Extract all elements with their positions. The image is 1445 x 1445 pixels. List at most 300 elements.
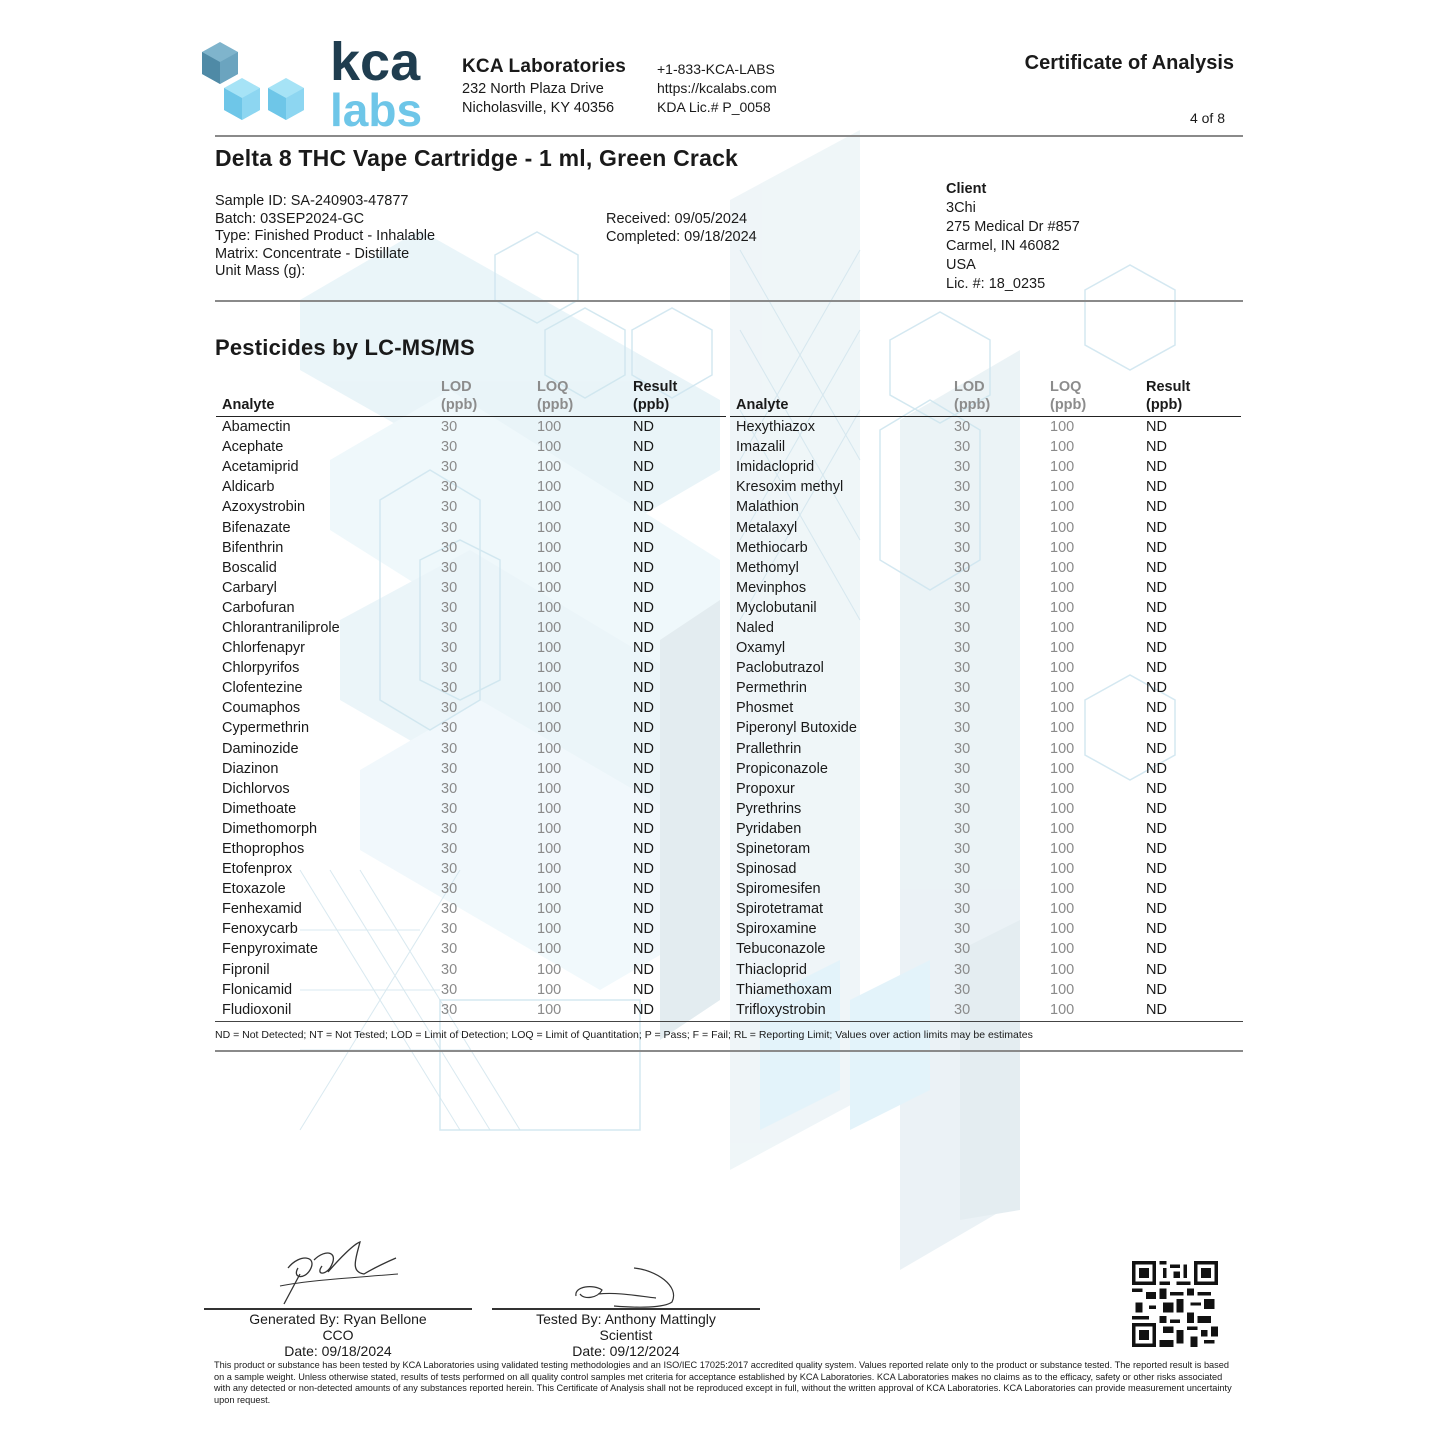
result-cell: ND <box>1146 861 1167 878</box>
result-header-label: Result <box>633 379 678 395</box>
qr-code-icon[interactable] <box>1132 1261 1218 1347</box>
loq-cell: 100 <box>1050 1001 1075 1018</box>
result-cell: ND <box>633 619 654 636</box>
table-row <box>216 477 726 497</box>
signature-line-generated <box>204 1308 472 1310</box>
result-cell: ND <box>1146 579 1167 596</box>
table-row <box>730 698 1241 718</box>
analyte-cell: Paclobutrazol <box>736 660 824 677</box>
lod-cell: 30 <box>954 740 971 757</box>
analyte-cell: Daminozide <box>222 740 299 757</box>
result-header <box>627 378 726 417</box>
lod-cell: 30 <box>441 760 458 777</box>
signature-anthony-mattingly-icon <box>568 1262 680 1310</box>
lod-cell: 30 <box>954 680 971 697</box>
analyte-cell: Trifloxystrobin <box>736 1001 826 1018</box>
analyte-cell: Etofenprox <box>222 861 293 878</box>
lod-cell: 30 <box>441 660 458 677</box>
analyte-cell: Diazinon <box>222 760 279 777</box>
table-row <box>730 457 1241 477</box>
loq-cell: 100 <box>1050 720 1075 737</box>
table-row <box>216 638 726 658</box>
loq-unit-label: (ppb) <box>1050 397 1087 413</box>
lod-cell: 30 <box>954 720 971 737</box>
result-cell: ND <box>1146 800 1167 817</box>
result-cell: ND <box>633 941 654 958</box>
table-row <box>730 638 1241 658</box>
result-cell: ND <box>633 901 654 918</box>
product-type: Type: Finished Product - Inhalable <box>215 228 436 244</box>
result-cell: ND <box>633 539 654 556</box>
result-cell: ND <box>1146 660 1167 677</box>
result-cell: ND <box>633 499 654 516</box>
logo-labs-text: labs <box>330 84 423 130</box>
table-row <box>216 517 726 537</box>
loq-cell: 100 <box>537 841 562 858</box>
table-row <box>216 779 726 799</box>
analyte-cell: Dimethoate <box>222 800 297 817</box>
loq-cell: 100 <box>537 459 562 476</box>
analyte-cell: Spiroxamine <box>736 921 817 938</box>
result-cell: ND <box>633 439 654 456</box>
lod-cell: 30 <box>441 780 458 797</box>
lod-cell: 30 <box>954 640 971 657</box>
result-cell: ND <box>1146 640 1167 657</box>
loq-cell: 100 <box>1050 459 1075 476</box>
client-info <box>946 180 1080 293</box>
analyte-cell: Propoxur <box>736 780 795 797</box>
result-cell: ND <box>1146 599 1167 616</box>
loq-cell: 100 <box>537 881 562 898</box>
table-row <box>730 558 1241 578</box>
loq-cell: 100 <box>1050 539 1075 556</box>
lod-cell: 30 <box>954 961 971 978</box>
loq-cell: 100 <box>1050 419 1075 436</box>
lod-cell: 30 <box>441 419 458 436</box>
loq-cell: 100 <box>537 760 562 777</box>
result-cell: ND <box>1146 881 1167 898</box>
loq-cell: 100 <box>1050 981 1075 998</box>
loq-cell: 100 <box>1050 499 1075 516</box>
received-date: Received: 09/05/2024 <box>606 211 748 227</box>
analyte-cell: Oxamyl <box>736 640 786 657</box>
result-cell: ND <box>633 780 654 797</box>
lod-cell: 30 <box>954 459 971 476</box>
table-row <box>730 960 1241 980</box>
batch: Batch: 03SEP2024-GC <box>215 210 365 227</box>
left-table-body <box>216 417 726 1020</box>
analyte-cell: Spirotetramat <box>736 901 824 918</box>
lod-cell: 30 <box>441 941 458 958</box>
result-cell: ND <box>633 660 654 677</box>
table-row <box>216 658 726 678</box>
lod-cell: 30 <box>954 499 971 516</box>
header-divider <box>215 135 1243 137</box>
analyte-header <box>730 378 948 417</box>
lod-header-label: LOD <box>441 379 472 395</box>
analyte-cell: Malathion <box>736 499 799 516</box>
loq-cell: 100 <box>537 660 562 677</box>
table-row <box>730 859 1241 879</box>
loq-cell: 100 <box>537 519 562 536</box>
loq-cell: 100 <box>537 680 562 697</box>
analyte-cell: Bifenazate <box>222 519 291 536</box>
analyte-cell: Flonicamid <box>222 981 293 998</box>
analyte-cell: Coumaphos <box>222 700 301 717</box>
analyte-cell: Fipronil <box>222 961 270 978</box>
table-row <box>730 678 1241 698</box>
lod-cell: 30 <box>954 579 971 596</box>
analyte-cell: Imazalil <box>736 439 786 456</box>
lod-cell: 30 <box>954 800 971 817</box>
lod-cell: 30 <box>441 800 458 817</box>
result-cell: ND <box>633 459 654 476</box>
loq-cell: 100 <box>537 599 562 616</box>
table-row <box>216 799 726 819</box>
analyte-cell: Metalaxyl <box>736 519 798 536</box>
table-row <box>730 618 1241 638</box>
client-name: 3Chi <box>946 199 976 216</box>
loq-header-label: LOQ <box>537 379 569 395</box>
analyte-header-label: Analyte <box>736 397 789 413</box>
analyte-cell: Azoxystrobin <box>222 499 306 516</box>
result-unit-label: (ppb) <box>1146 397 1183 413</box>
lod-cell: 30 <box>954 941 971 958</box>
result-cell: ND <box>633 861 654 878</box>
analyte-cell: Carbofuran <box>222 599 295 616</box>
result-cell: ND <box>633 921 654 938</box>
lod-cell: 30 <box>441 861 458 878</box>
lod-cell: 30 <box>441 579 458 596</box>
client-city: Carmel, IN 46082 <box>946 237 1060 254</box>
table-row <box>730 497 1241 517</box>
loq-cell: 100 <box>1050 800 1075 817</box>
loq-header-label: LOQ <box>1050 379 1082 395</box>
analyte-cell: Tebuconazole <box>736 941 826 958</box>
table-row <box>216 437 726 457</box>
result-cell: ND <box>633 519 654 536</box>
client-address: 275 Medical Dr #857 <box>946 218 1080 235</box>
sample-info <box>215 193 435 281</box>
lod-cell: 30 <box>441 820 458 837</box>
result-cell: ND <box>1146 780 1167 797</box>
table-row <box>216 457 726 477</box>
tested-by-title: Scientist <box>599 1327 653 1343</box>
result-cell: ND <box>633 700 654 717</box>
loq-cell: 100 <box>537 981 562 998</box>
result-cell: ND <box>1146 700 1167 717</box>
result-cell: ND <box>1146 760 1167 777</box>
loq-cell: 100 <box>1050 941 1075 958</box>
info-divider <box>215 300 1243 302</box>
table-row <box>730 437 1241 457</box>
loq-cell: 100 <box>537 640 562 657</box>
table-row <box>730 819 1241 839</box>
loq-cell: 100 <box>1050 841 1075 858</box>
loq-cell: 100 <box>537 499 562 516</box>
analyte-cell: Methomyl <box>736 559 799 576</box>
table-row <box>216 839 726 859</box>
result-cell: ND <box>1146 740 1167 757</box>
lod-cell: 30 <box>954 1001 971 1018</box>
tested-by-name: Tested By: Anthony Mattingly <box>536 1311 716 1327</box>
loq-cell: 100 <box>1050 700 1075 717</box>
table-row <box>216 598 726 618</box>
product-name: Delta 8 THC Vape Cartridge - 1 ml, Green Crack <box>215 145 739 171</box>
analyte-cell: Myclobutanil <box>736 599 817 616</box>
loq-cell: 100 <box>1050 881 1075 898</box>
footnote-divider <box>215 1050 1243 1052</box>
loq-cell: 100 <box>1050 479 1075 496</box>
analyte-cell: Etoxazole <box>222 881 286 898</box>
loq-cell: 100 <box>1050 519 1075 536</box>
result-cell: ND <box>1146 499 1167 516</box>
loq-cell: 100 <box>1050 861 1075 878</box>
table-row <box>216 899 726 919</box>
table-row <box>216 618 726 638</box>
result-cell: ND <box>1146 981 1167 998</box>
analyte-cell: Thiamethoxam <box>736 981 832 998</box>
result-cell: ND <box>633 760 654 777</box>
table-row <box>216 939 726 959</box>
analyte-cell: Fenoxycarb <box>222 921 298 938</box>
table-row <box>730 517 1241 537</box>
analyte-header-label: Analyte <box>222 397 275 413</box>
analyte-cell: Chlorantraniliprole <box>222 619 340 636</box>
table-row <box>216 980 726 1000</box>
analyte-cell: Permethrin <box>736 680 807 697</box>
loq-cell: 100 <box>1050 439 1075 456</box>
analyte-cell: Mevinphos <box>736 579 807 596</box>
loq-cell: 100 <box>537 740 562 757</box>
abbreviations-footnote: ND = Not Detected; NT = Not Tested; LOD = Limit of Detection; LOQ = Limit of Quantitation; P = Pass; F = Fail; RL = Reporting Limit; Values over action limits may be estimates <box>215 1029 1033 1041</box>
table-row <box>730 879 1241 899</box>
loq-cell: 100 <box>537 780 562 797</box>
table-row <box>216 759 726 779</box>
lod-cell: 30 <box>954 439 971 456</box>
loq-cell: 100 <box>1050 921 1075 938</box>
analyte-cell: Abamectin <box>222 419 291 436</box>
table-row <box>216 960 726 980</box>
result-cell: ND <box>633 479 654 496</box>
analyte-cell: Kresoxim methyl <box>736 479 844 496</box>
loq-cell: 100 <box>537 419 562 436</box>
pesticides-table-left <box>216 378 726 1020</box>
lod-cell: 30 <box>954 479 971 496</box>
result-cell: ND <box>1146 921 1167 938</box>
table-row <box>730 578 1241 598</box>
lod-cell: 30 <box>441 640 458 657</box>
analyte-cell: Aldicarb <box>222 479 275 496</box>
page-number: 4 of 8 <box>1189 110 1225 126</box>
analyte-cell: Dimethomorph <box>222 820 318 837</box>
table-row <box>730 839 1241 859</box>
table-row <box>730 939 1241 959</box>
result-cell: ND <box>633 740 654 757</box>
loq-cell: 100 <box>1050 619 1075 636</box>
analyte-cell: Prallethrin <box>736 740 802 757</box>
loq-cell: 100 <box>537 559 562 576</box>
table-row <box>730 799 1241 819</box>
lod-cell: 30 <box>441 881 458 898</box>
lod-cell: 30 <box>954 700 971 717</box>
result-cell: ND <box>633 841 654 858</box>
lab-phone: +1-833-KCA-LABS <box>657 61 775 77</box>
lab-address-line2: Nicholasville, KY 40356 <box>462 100 615 116</box>
analyte-cell: Methiocarb <box>736 539 808 556</box>
tested-by-date: Date: 09/12/2024 <box>572 1343 680 1359</box>
right-table-body <box>730 417 1241 1020</box>
lod-cell: 30 <box>441 700 458 717</box>
table-row <box>730 1000 1241 1020</box>
analyte-cell: Acephate <box>222 439 284 456</box>
table-row <box>730 980 1241 1000</box>
result-cell: ND <box>633 1001 654 1018</box>
table-row <box>730 598 1241 618</box>
lod-cell: 30 <box>441 961 458 978</box>
loq-cell: 100 <box>537 479 562 496</box>
analyte-cell: Thiacloprid <box>736 961 807 978</box>
lod-cell: 30 <box>441 559 458 576</box>
table-header-row <box>730 378 1241 417</box>
loq-cell: 100 <box>537 961 562 978</box>
table-row <box>730 919 1241 939</box>
result-cell: ND <box>1146 479 1167 496</box>
result-unit-label: (ppb) <box>633 397 670 413</box>
table-row <box>216 739 726 759</box>
section-title: Pesticides by LC-MS/MS <box>215 335 475 360</box>
table-row <box>216 819 726 839</box>
loq-header <box>1044 378 1140 417</box>
lod-cell: 30 <box>954 539 971 556</box>
lod-cell: 30 <box>441 439 458 456</box>
lod-header <box>948 378 1044 417</box>
result-header <box>1140 378 1241 417</box>
loq-cell: 100 <box>1050 559 1075 576</box>
lod-cell: 30 <box>441 459 458 476</box>
lab-address-line1: 232 North Plaza Drive <box>462 81 604 97</box>
loq-cell: 100 <box>537 921 562 938</box>
table-header-row <box>216 378 726 417</box>
loq-cell: 100 <box>1050 579 1075 596</box>
table-row <box>216 558 726 578</box>
loq-cell: 100 <box>537 800 562 817</box>
table-row <box>730 477 1241 497</box>
legal-disclaimer: This product or substance has been tested by KCA Laboratories using validated testing methodologies and an ISO/IEC 17025:2017 accredited quality system. Values reported relate only to the product or substance tested. The reported result is based on a sample weight. Unless otherwise stated, results of tests performed on all quality control samples met criteria for acceptance established by KCA Laboratories. KCA Laboratories makes no claims as to the efficacy, safety or other risks associated with any detected or non-detected amounts of any substances reported herein. This Certificate of Analysis shall not be reproduced except in full, without the written approval of KCA Laboratories. KCA Laboratories can provide measurement uncertainty upon request. <box>214 1360 1232 1405</box>
table-row <box>730 417 1241 438</box>
analyte-cell: Pyrethrins <box>736 800 802 817</box>
lod-header <box>435 378 531 417</box>
lab-website: https://kcalabs.com <box>657 80 777 96</box>
completed-date: Completed: 09/18/2024 <box>606 228 757 245</box>
analyte-cell: Cypermethrin <box>222 720 310 737</box>
analyte-cell: Naled <box>736 619 774 636</box>
analyte-cell: Dichlorvos <box>222 780 290 797</box>
analyte-cell: Bifenthrin <box>222 539 284 556</box>
result-cell: ND <box>633 720 654 737</box>
document-title: Certificate of Analysis <box>1024 52 1234 74</box>
result-cell: ND <box>633 640 654 657</box>
lod-cell: 30 <box>954 760 971 777</box>
loq-unit-label: (ppb) <box>537 397 574 413</box>
table-row <box>216 497 726 517</box>
generated-by-date: Date: 09/18/2024 <box>284 1343 392 1359</box>
analyte-cell: Ethoprophos <box>222 841 305 858</box>
result-cell: ND <box>633 961 654 978</box>
lod-cell: 30 <box>441 479 458 496</box>
lod-cell: 30 <box>441 619 458 636</box>
logo-kca-text: kca <box>330 38 421 92</box>
analyte-cell: Acetamiprid <box>222 459 299 476</box>
result-cell: ND <box>633 800 654 817</box>
result-header-label: Result <box>1146 379 1191 395</box>
analyte-cell: Boscalid <box>222 559 277 576</box>
table-row <box>730 538 1241 558</box>
lod-cell: 30 <box>954 599 971 616</box>
analyte-cell: Spinetoram <box>736 841 811 858</box>
result-cell: ND <box>1146 820 1167 837</box>
lod-cell: 30 <box>954 559 971 576</box>
lab-license: KDA Lic.# P_0058 <box>657 99 771 115</box>
table-row <box>216 879 726 899</box>
lod-cell: 30 <box>441 921 458 938</box>
loq-cell: 100 <box>537 1001 562 1018</box>
kca-labs-logo-icon <box>198 38 438 130</box>
result-cell: ND <box>633 599 654 616</box>
analyte-cell: Chlorfenapyr <box>222 640 306 657</box>
table-bottom-rule <box>215 1021 1243 1022</box>
result-cell: ND <box>1146 680 1167 697</box>
loq-cell: 100 <box>1050 780 1075 797</box>
lod-unit-label: (ppb) <box>954 397 991 413</box>
signature-ryan-bellone-icon <box>270 1238 410 1308</box>
lod-cell: 30 <box>441 740 458 757</box>
table-row <box>216 417 726 438</box>
generated-by-title: CCO <box>322 1327 354 1343</box>
table-row <box>730 759 1241 779</box>
lod-cell: 30 <box>441 901 458 918</box>
lod-cell: 30 <box>954 619 971 636</box>
lod-header-label: LOD <box>954 379 985 395</box>
lod-cell: 30 <box>954 820 971 837</box>
table-row <box>730 739 1241 759</box>
loq-header <box>531 378 627 417</box>
table-row <box>216 698 726 718</box>
lod-cell: 30 <box>441 720 458 737</box>
analyte-cell: Hexythiazox <box>736 419 815 436</box>
lod-cell: 30 <box>954 881 971 898</box>
result-cell: ND <box>1146 419 1167 436</box>
tested-by-block <box>492 1311 760 1359</box>
loq-cell: 100 <box>1050 740 1075 757</box>
result-cell: ND <box>633 419 654 436</box>
result-cell: ND <box>633 881 654 898</box>
table-row <box>216 1000 726 1020</box>
client-license: Lic. #: 18_0235 <box>946 275 1046 292</box>
analyte-cell: Clofentezine <box>222 680 303 697</box>
result-cell: ND <box>633 579 654 596</box>
generated-by-block <box>204 1311 472 1359</box>
loq-cell: 100 <box>1050 901 1075 918</box>
loq-cell: 100 <box>537 861 562 878</box>
loq-cell: 100 <box>537 901 562 918</box>
lod-cell: 30 <box>441 680 458 697</box>
result-cell: ND <box>1146 841 1167 858</box>
lod-cell: 30 <box>954 901 971 918</box>
analyte-cell: Fenhexamid <box>222 901 302 918</box>
analyte-cell: Pyridaben <box>736 820 802 837</box>
result-cell: ND <box>1146 519 1167 536</box>
